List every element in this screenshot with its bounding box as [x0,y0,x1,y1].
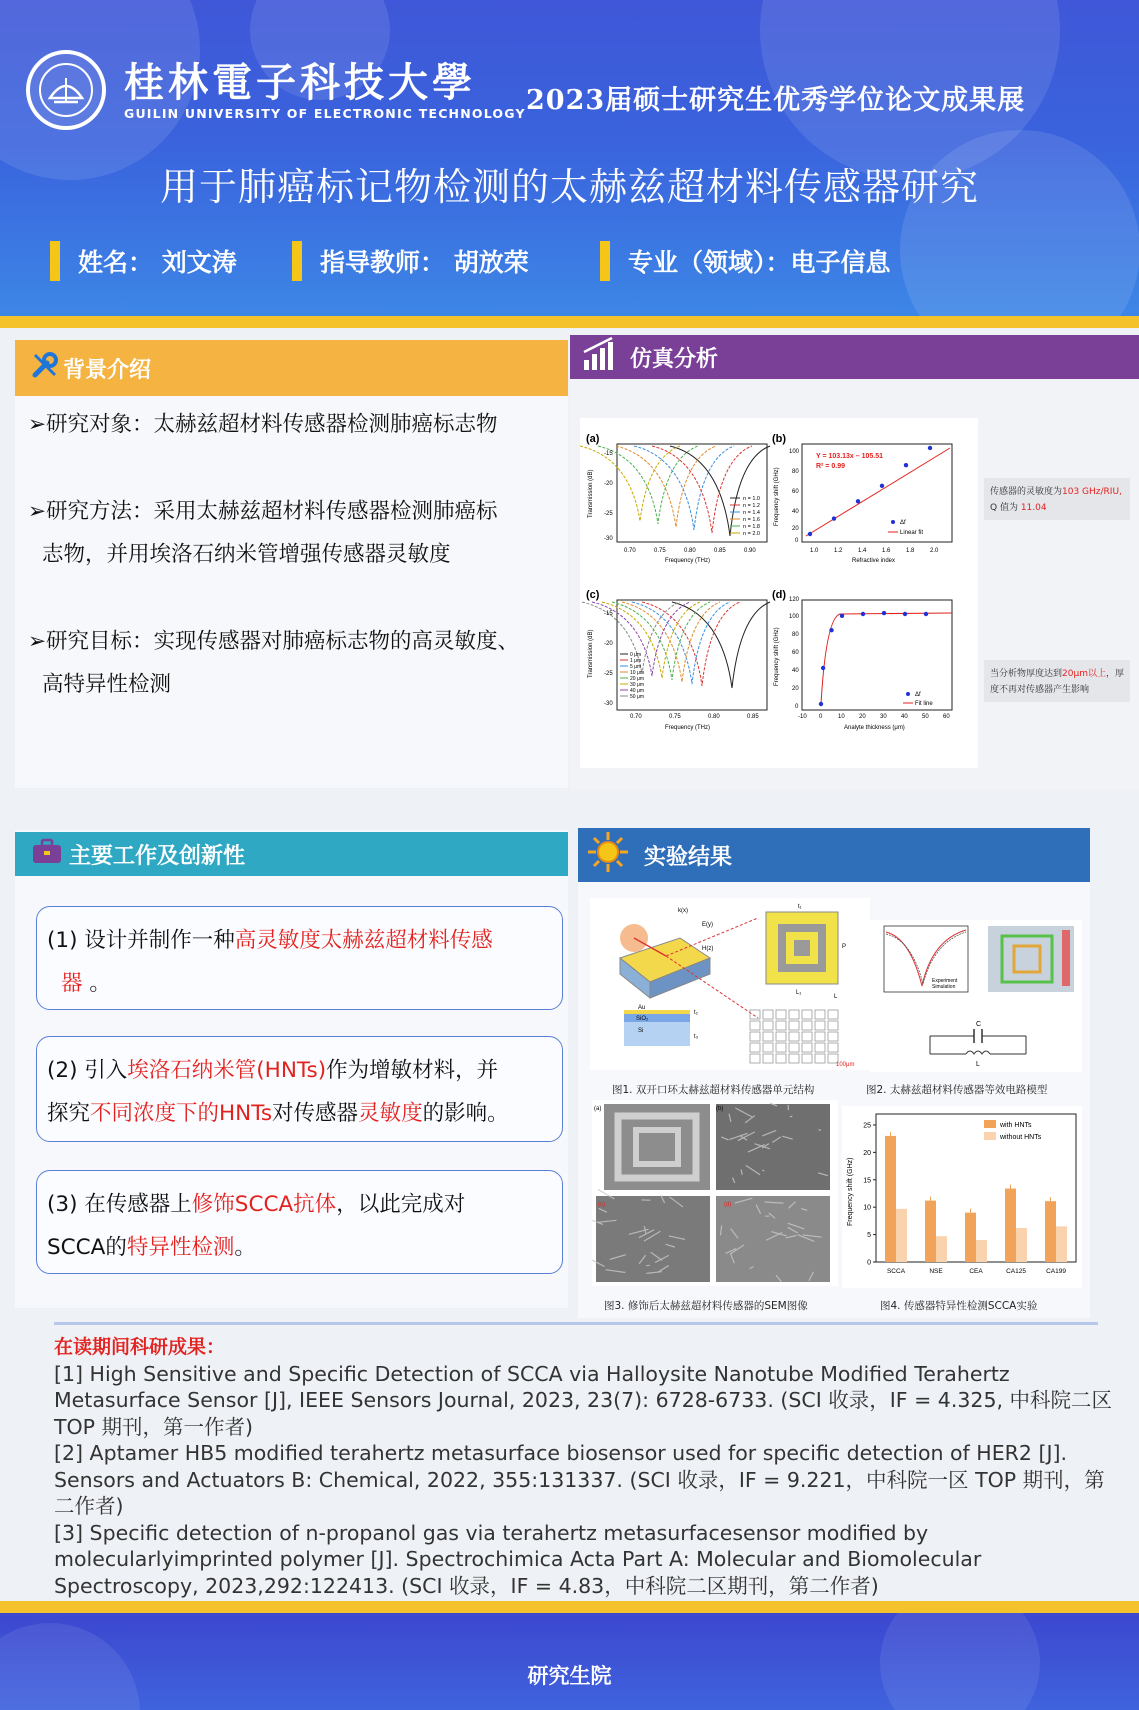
background-object: ➢研究对象：太赫兹超材料传感器检测肺癌标志物 [28,412,498,437]
university-seal-icon [26,50,106,130]
y-tick-label: 0 [867,1259,871,1267]
y-tick-label: 25 [863,1122,871,1130]
y-tick-label: 15 [863,1177,871,1185]
plot-d-point [819,702,823,706]
fig2-circuit [870,920,1082,1072]
background-goal: ➢研究目标：实现传感器对肺癌标志物的高灵敏度、 高特异性检测 [28,629,520,697]
array-cell [750,1021,760,1030]
plot-a-label: (a) [586,433,600,445]
svg-text:Linear fit: Linear fit [900,530,924,536]
meta-name [50,240,237,282]
svg-text:R² = 0.99: R² = 0.99 [816,463,845,470]
plot-b-point [856,499,860,503]
array-cell [828,1010,838,1019]
svg-text:0.80: 0.80 [684,548,696,554]
fig4-caption: 图4. 传感器特异性检测SCCA实验 [880,1300,1038,1312]
expo-title: 2023届硕士研究生优秀学位论文成果展 [526,85,1026,116]
work-item-1: (1) 设计并制作一种高灵敏度太赫兹超材料传感 器 。 [36,906,563,1010]
array-cell [789,1043,799,1052]
svg-text:0.70: 0.70 [630,714,642,720]
array-cell [802,1032,812,1041]
array-cell [828,1043,838,1052]
bar-cea-without [976,1240,987,1262]
plot-d-point [829,628,833,632]
svg-text:120: 120 [789,597,800,603]
svg-text:0: 0 [795,704,799,710]
nanotube-fiber [646,1265,649,1266]
plot-a-curve [580,446,680,521]
svg-text:-15: -15 [604,451,613,457]
svg-text:-30: -30 [604,701,613,707]
svg-text:-15: -15 [604,611,613,617]
svg-text:t₂: t₂ [694,1010,698,1016]
svg-text:1.8: 1.8 [906,548,915,554]
plot-d-point [840,614,844,618]
array-cell [776,1043,786,1052]
plot-c-curve [642,602,740,686]
results-heading: 实验结果 [578,828,1090,882]
footer-gold-band [0,1601,1139,1613]
plot-a-curves [580,446,770,536]
plot-a-curve [616,446,716,527]
svg-text:0: 0 [819,714,823,720]
array-cell [802,1010,812,1019]
svg-text:100: 100 [789,449,800,455]
legend-swatch-with [984,1120,996,1128]
university-name-cn: 桂林電子科技大學 [124,58,476,106]
array-cell [763,1054,773,1063]
meta-bar [50,241,60,281]
svg-text:40: 40 [792,668,799,674]
svg-text:E(y): E(y) [702,922,713,928]
array-cell [789,1032,799,1041]
array-cell [776,1032,786,1041]
work-item-3: (3) 在传感器上修饰SCCA抗体，以此完成对 SCCA的特异性检测。 [36,1170,563,1274]
legend-entry: n = 1.4 [743,510,760,516]
plot-c-curve [672,602,770,688]
thickness-note: 当分析物厚度达到20μm以上，厚度不再对传感器产生影响 [984,660,1130,702]
major-name: 专业（领域）：电子信息 [628,248,891,277]
svg-text:t₁: t₁ [798,904,802,910]
array-cell [763,1021,773,1030]
array-cell [750,1032,760,1041]
svg-text:Frequency (THz): Frequency (THz) [665,558,711,564]
bar-scca-with [885,1136,896,1262]
array-cell [815,1054,825,1063]
array-cell [776,1010,786,1019]
svg-text:-25: -25 [604,671,613,677]
array-cell [828,1021,838,1030]
y-tick-label: 10 [863,1204,871,1212]
array-cell [802,1054,812,1063]
x-tick-label: CEA [969,1268,983,1275]
legend-entry: 50 μm [630,694,644,700]
fit-curve [821,613,952,704]
svg-text:80: 80 [792,469,799,475]
briefcase-icon [31,837,63,871]
footer-text: 研究生院 [527,1664,612,1688]
bar-ca199-with [1045,1201,1056,1262]
fig3-sem [592,1100,838,1286]
bar-cea-with [965,1213,976,1262]
legend-entry: n = 2.0 [743,531,760,537]
plot-a-curve [634,446,734,530]
fig2-caption: 图2. 太赫兹超材料传感器等效电路模型 [866,1084,1048,1096]
y-tick-label: 5 [867,1232,871,1240]
legend-entry: 5 μm [630,664,642,670]
array-cell [763,1010,773,1019]
svg-text:P: P [842,944,847,950]
x-tick-label: SCCA [886,1268,906,1275]
legend-with: with HNTs [1000,1122,1032,1129]
svg-text:Δf: Δf [900,520,906,526]
svg-text:Au: Au [638,1005,646,1011]
references-title: 在读期间科研成果： [54,1336,226,1358]
svg-text:0.75: 0.75 [654,548,666,554]
simulation-heading: 仿真分析 [570,335,1139,379]
legend-entry: 10 μm [630,670,644,676]
svg-text:Frequency shift (GHz): Frequency shift (GHz) [774,467,780,526]
work-item-2: (2) 引入埃洛石纳米管(HNTs)作为增敏材料，并 探究不同浓度下的HNTs对传感器灵敏度的影响。 [36,1036,563,1142]
fig1-caption: 图1. 双开口环太赫兹超材料传感器单元结构 [612,1084,815,1096]
array-cell [750,1054,760,1063]
svg-text:L: L [834,994,838,1000]
meta-bar [600,241,610,281]
bar-ca199-without [1056,1226,1067,1262]
svg-text:-10: -10 [798,714,807,720]
svg-text:Si: Si [638,1028,644,1034]
legend-entry: n = 1.8 [743,524,760,530]
svg-text:-20: -20 [604,641,613,647]
x-tick-label: CA125 [1006,1268,1026,1275]
svg-text:40: 40 [792,509,799,515]
svg-text:100μm: 100μm [836,1062,855,1068]
svg-text:-20: -20 [604,481,613,487]
array-cell [828,1032,838,1041]
array-cell [750,1043,760,1052]
plot-d-point [924,612,928,616]
svg-text:L: L [976,1061,980,1068]
array-cell [802,1021,812,1030]
array-cell [789,1054,799,1063]
bar-ca125-with [1005,1189,1016,1262]
array-cell [815,1021,825,1030]
array-cell [789,1021,799,1030]
meta-advisor [292,240,529,282]
svg-text:Δf: Δf [915,692,921,698]
svg-text:60: 60 [943,714,950,720]
svg-text:Transmission (dB): Transmission (dB) [588,629,594,678]
svg-text:H(z): H(z) [702,946,714,952]
svg-text:Fit line: Fit line [915,701,933,707]
bar-nse-with [925,1201,936,1262]
svg-text:-30: -30 [604,536,613,542]
plot-b-point [808,532,812,536]
svg-text:1.0: 1.0 [810,548,819,554]
plot-b-point [832,516,836,520]
svg-text:0.85: 0.85 [714,548,726,554]
plot-d-points [819,611,952,706]
plot-a-curve [598,446,698,524]
plot-d-frame [802,600,952,710]
svg-text:Analyte thickness (μm): Analyte thickness (μm) [844,725,905,731]
poster-title: 用于肺癌标记物检测的太赫兹超材料传感器研究 [159,165,979,209]
plot-d-point [882,611,886,615]
legend-entry: 20 μm [630,676,644,682]
university-name-en: GUILIN UNIVERSITY OF ELECTRONIC TECHNOLOGY [124,105,526,121]
svg-text:(d): (d) [724,1202,732,1208]
legend-entry: 1 μm [630,658,642,664]
bar-chart-ylabel: Frequency shift (GHz) [847,1157,854,1226]
svg-text:80: 80 [792,632,799,638]
reference-2: [2] Aptamer HB5 modified terahertz metasurface biosensor used for specific detection of HER2 [J]. Sensors and Actuators B: Chemical, 2022, 355:131337. (SCI 收录，IF = 9.221，中科院一区 TOP 期刊，第二作者) [54,1441,1105,1518]
references [54,1334,1114,1599]
legend-entry: n = 1.0 [743,496,760,502]
svg-text:(b): (b) [772,433,787,445]
header-gold-band [0,316,1139,328]
array-cell [776,1021,786,1030]
plot-b-point [928,446,932,450]
meta-bar [292,241,302,281]
bar-ca125-without [1016,1228,1027,1262]
svg-text:2.0: 2.0 [930,548,939,554]
legend-entry: 40 μm [630,688,644,694]
svg-text:20: 20 [859,714,866,720]
svg-text:SiO₂: SiO₂ [636,1016,649,1022]
simulation-figure [580,418,978,768]
work-heading: 主要工作及创新性 [15,832,568,876]
svg-text:Experiment: Experiment [932,978,958,984]
fig1-structure [590,898,870,1070]
svg-text:0.75: 0.75 [669,714,681,720]
svg-text:1.2: 1.2 [834,548,843,554]
svg-text:k(x): k(x) [678,908,688,914]
fit-line [806,448,950,536]
svg-text:0.80: 0.80 [708,714,720,720]
sensitivity-note: 传感器的灵敏度为103 GHz/RIU, Q 值为 11.04 [984,478,1130,520]
bar-nse-without [936,1236,947,1262]
svg-text:30: 30 [880,714,887,720]
reference-1: [1] High Sensitive and Specific Detection of SCCA via Halloysite Nanotube Modified Terahertz Metasurface Sensor [J], IEEE Sensors Journal, 2023, 23(7): 6728-6733. (SCI 收录，IF = 4.325, 中科院二区 TOP 期刊，第一作者) [54,1361,1113,1439]
svg-text:0.85: 0.85 [747,714,759,720]
svg-text:20: 20 [792,526,799,532]
svg-text:20: 20 [792,686,799,692]
svg-text:60: 60 [792,650,799,656]
divider [54,1322,1098,1325]
svg-text:C: C [976,1021,982,1028]
x-tick-label: NSE [929,1268,943,1275]
svg-text:1.4: 1.4 [858,548,867,554]
fig3-caption: 图3. 修饰后太赫兹超材料传感器的SEM图像 [604,1300,808,1312]
svg-text:(a): (a) [594,1106,602,1112]
plot-b-point [904,463,908,467]
plot-b-point [880,484,884,488]
svg-text:(d): (d) [772,589,787,601]
svg-text:-25: -25 [604,511,613,517]
svg-text:Y = 103.13x – 105.51: Y = 103.13x – 105.51 [816,453,884,460]
svg-text:Frequency (THz): Frequency (THz) [665,725,711,731]
svg-text:Refractive index: Refractive index [852,558,896,564]
legend-swatch-without [984,1132,996,1140]
array-cell [750,1010,760,1019]
svg-text:100: 100 [789,614,800,620]
svg-text:60: 60 [792,489,799,495]
svg-text:0.70: 0.70 [624,548,636,554]
svg-text:40: 40 [901,714,908,720]
student-name: 姓名： 刘文涛 [78,248,237,277]
wrench-icon [31,351,59,385]
svg-text:0.90: 0.90 [744,548,756,554]
legend-entry: n = 1.6 [743,517,760,523]
reference-3: [3] Specific detection of n-propanol gas via terahertz metasurfacesensor modified by molecularlyimprinted polymer [J]. Spectrochimica Acta Part A: Molecular and Biomolecular Spectroscopy, 2023,292:122413. (SCI 收录，IF = 4.83，中科院二区期刊，第二作者) [54,1520,982,1598]
svg-text:(b): (b) [716,1106,724,1112]
legend-entry: 30 μm [630,682,644,688]
array-cell [815,1010,825,1019]
svg-text:L₁: L₁ [796,990,802,996]
plot-d-point [821,666,825,670]
svg-text:(c): (c) [586,589,600,601]
legend-entry: n = 1.2 [743,503,760,509]
array-cell [802,1043,812,1052]
fig4-bar-chart [842,1106,1082,1288]
plot-d-point [861,612,865,616]
array-cell [815,1032,825,1041]
y-tick-label: 20 [863,1149,871,1157]
plot-c-curve [612,602,710,680]
university-logo-block [26,50,526,130]
array-cell [815,1043,825,1052]
svg-text:t₃: t₃ [694,1034,699,1040]
advisor-name: 指导教师： 胡放荣 [320,248,529,277]
legend-without: without HNTs [1000,1134,1042,1141]
array-cell [789,1010,799,1019]
plot-c-curve [632,602,730,684]
bar-chart-icon [582,336,620,378]
svg-text:10: 10 [838,714,845,720]
array-cell [763,1043,773,1052]
plot-d-point [903,612,907,616]
legend-entry: 0 μm [630,652,642,658]
svg-text:1.6: 1.6 [882,548,891,554]
svg-text:50: 50 [922,714,929,720]
svg-text:Transmission (dB): Transmission (dB) [588,469,594,518]
svg-text:Simulation: Simulation [932,984,956,990]
sun-icon [586,830,630,880]
background-heading: 背景介绍 [15,340,568,396]
svg-text:(c): (c) [598,1202,605,1208]
svg-text:0: 0 [795,538,799,544]
background-method: ➢研究方法：采用太赫兹超材料传感器检测肺癌标 志物，并用埃洛石纳米管增强传感器灵敏度 [28,499,498,567]
meta-major [600,240,891,282]
array-cell [776,1054,786,1063]
bar-scca-without [896,1209,907,1262]
svg-text:Frequency shift (GHz): Frequency shift (GHz) [774,627,780,686]
x-tick-label: CA199 [1046,1268,1066,1275]
array-cell [763,1032,773,1041]
